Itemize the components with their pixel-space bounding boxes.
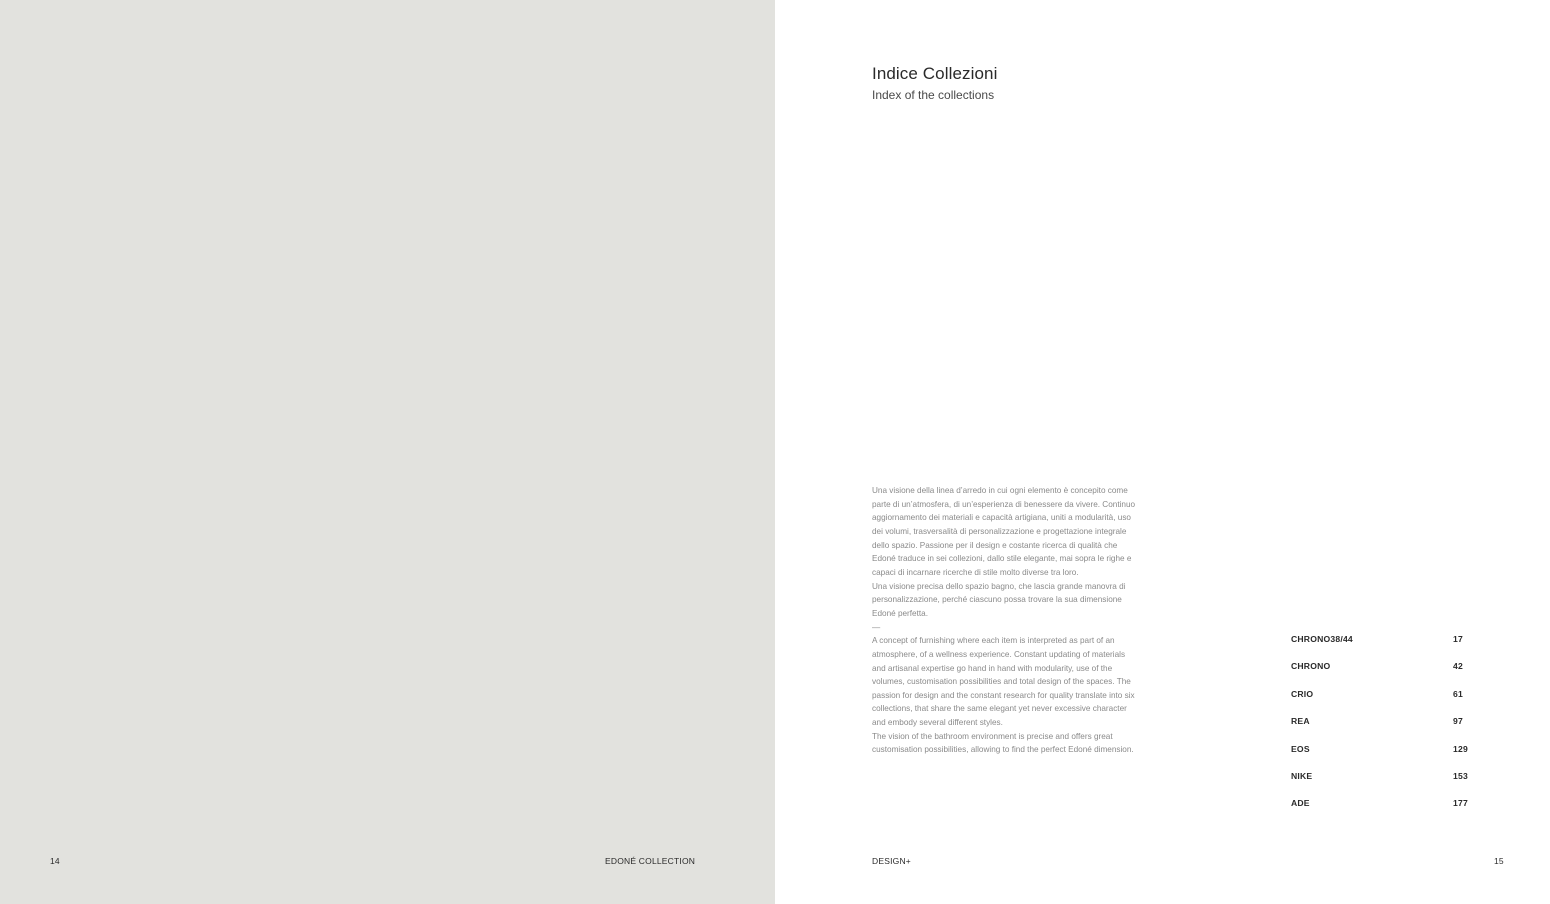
index-entry[interactable]: [1291, 771, 1481, 798]
footer-right-label: DESIGN+: [872, 856, 911, 866]
index-entry-page: 42: [1453, 661, 1463, 672]
intro-text: [872, 484, 1137, 757]
page-number-left: 14: [50, 856, 60, 866]
index-entry-page: 177: [1453, 798, 1468, 809]
index-entry[interactable]: [1291, 689, 1481, 716]
index-entry[interactable]: [1291, 716, 1481, 743]
index-entry-name: REA: [1291, 716, 1310, 727]
index-entry-page: 153: [1453, 770, 1468, 781]
index-entry-name: CRIO: [1291, 688, 1314, 699]
index-entry-name: ADE: [1291, 798, 1310, 809]
index-entry[interactable]: [1291, 798, 1481, 825]
index-entry-page: 61: [1453, 688, 1463, 699]
index-entry-name: CHRONO: [1291, 661, 1331, 672]
language-separator: —: [872, 622, 881, 632]
index-entry[interactable]: [1291, 744, 1481, 771]
index-entry-name: EOS: [1291, 743, 1310, 754]
intro-paragraph-it-2: Una visione precisa dello spazio bagno, che lascia grande manovra di personalizzazione, perché ciascuno possa trovare la sua dimensione Edoné perfetta.: [872, 581, 1126, 618]
page-title: Indice Collezioni: [872, 64, 998, 83]
index-entry-page: 17: [1453, 634, 1463, 644]
index-entry-page: 129: [1453, 743, 1468, 754]
footer-left-label: EDONÉ COLLECTION: [605, 856, 696, 866]
index-entry-name: CHRONO38/44: [1291, 634, 1353, 644]
intro-paragraph-en-2: The vision of the bathroom environment is precise and offers great customisation possibilities, allowing to find the perfect Edoné dimension.: [872, 731, 1134, 755]
index-entry-name: NIKE: [1291, 770, 1313, 781]
intro-paragraph-it-1: Una visione della linea d’arredo in cui ogni elemento è concepito come parte di un’atmosfera, di un’esperienza di benessere da vivere. Continuo aggiornamento dei materiali e capacità artigiana, uniti a modularità, uso dei volumi, trasversalità di personalizzazione e progettazione integrale dello spazio. Passione per il design e costante ricerca di qualità che Edoné traduce in sei collezioni, dallo stile elegante, mai sopra le righe e capaci di incarnare ricerche di stile molto diverse tra loro.: [872, 486, 1136, 577]
intro-paragraph-en-1: A concept of furnishing where each item is interpreted as part of an atmosphere, of a wellness experience. Constant updating of materials and artisanal expertise go hand in hand with modularity, use of the volumes, customisation possibilities and total design of the spaces. The passion for design and the constant research for quality translate into six collections, that share the same elegant yet never excessive character and embody several different styles.: [872, 636, 1135, 728]
collections-index: [1291, 634, 1481, 826]
page-number-right: 15: [1494, 856, 1504, 866]
page-subtitle: Index of the collections: [872, 88, 995, 102]
index-entry[interactable]: [1291, 634, 1481, 661]
index-entry[interactable]: [1291, 661, 1481, 688]
index-entry-page: 97: [1453, 716, 1463, 727]
